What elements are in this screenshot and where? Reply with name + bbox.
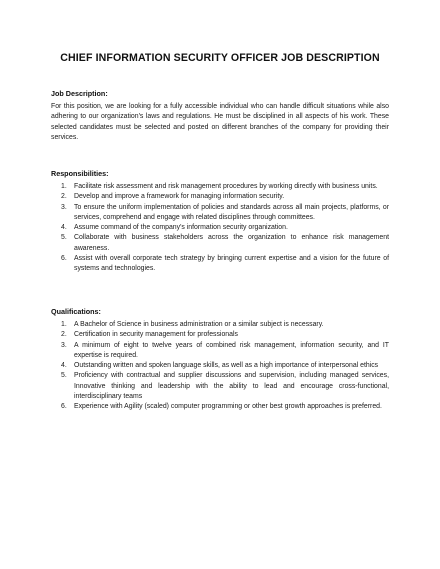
qualification-item (51, 341, 389, 362)
qualification-item (51, 330, 389, 340)
responsibility-item (51, 233, 389, 254)
qualifications-list (51, 320, 389, 413)
job-description-heading: Job Description: (51, 89, 108, 98)
job-description-text: For this position, we are looking for a fully accessible individual who can handle difficult situations while also adhering to our organization's laws and regulations. He must be disciplined in all aspects of his work. These selected candidates must be selected and posted on different branches of the company for providing their services. (51, 103, 389, 141)
qualifications-section (51, 307, 389, 413)
responsibility-text: Collaborate with business stakeholders across the organization to enhance risk management awareness. (74, 234, 389, 252)
responsibility-item (51, 203, 389, 224)
qualification-item (51, 361, 389, 371)
list-number: 3. (61, 341, 67, 349)
responsibility-item (51, 192, 389, 202)
qualification-item (51, 402, 389, 412)
qualification-item (51, 371, 389, 402)
list-number: 6. (61, 403, 67, 411)
qualification-text: A minimum of eight to twelve years of combined risk management, information security, and IT expertise is required. (74, 341, 389, 359)
responsibilities-list (51, 182, 389, 275)
qualification-text: Experience with Agility (scaled) computer programming or other best growth approaches is preferred. (74, 403, 382, 411)
list-number: 2. (61, 331, 67, 339)
responsibility-text: Facilitate risk assessment and risk management procedures by working directly with business units. (74, 183, 378, 190)
qualification-text: Proficiency with contractual and supplier discussions and supervision, including managed services, Innovative thinking and leadership with the ability to lead and encourage cross-functional, interdisciplinary teams (74, 372, 389, 401)
list-number: 4. (61, 224, 67, 232)
list-number: 3. (61, 203, 67, 211)
qualification-text: Outstanding written and spoken language skills, as well as a high importance of interpersonal ethics (74, 362, 379, 370)
responsibility-item (51, 182, 389, 192)
responsibility-item (51, 223, 389, 233)
page-title: CHIEF INFORMATION SECURITY OFFICER JOB DESCRIPTION (60, 52, 380, 64)
job-description-section (51, 89, 389, 143)
qualification-text: Certification in security management for professionals (74, 331, 238, 339)
list-number: 5. (61, 372, 67, 380)
list-number: 6. (61, 255, 67, 263)
list-number: 1. (61, 183, 67, 190)
list-number: 2. (61, 193, 67, 201)
list-number: 4. (61, 362, 67, 370)
qualification-text: A Bachelor of Science in business administration or a similar subject is necessary. (74, 321, 324, 328)
responsibility-text: Develop and improve a framework for managing information security. (74, 193, 285, 201)
list-number: 5. (61, 234, 67, 242)
responsibility-item (51, 254, 389, 275)
responsibility-text: Assume command of the company's information security organization. (74, 224, 288, 232)
list-number: 1. (61, 321, 67, 328)
qualifications-heading: Qualifications: (51, 307, 101, 316)
responsibilities-section (51, 169, 389, 275)
responsibility-text: To ensure the uniform implementation of policies and standards across all main projects, platforms, or services, comprehend and engage with related disciplines through committees. (74, 203, 389, 221)
responsibility-text: Assist with overall corporate tech strategy by bringing current expertise and a vision for the future of systems and technologies. (74, 255, 389, 273)
responsibilities-heading: Responsibilities: (51, 169, 109, 178)
qualification-item (51, 320, 389, 330)
